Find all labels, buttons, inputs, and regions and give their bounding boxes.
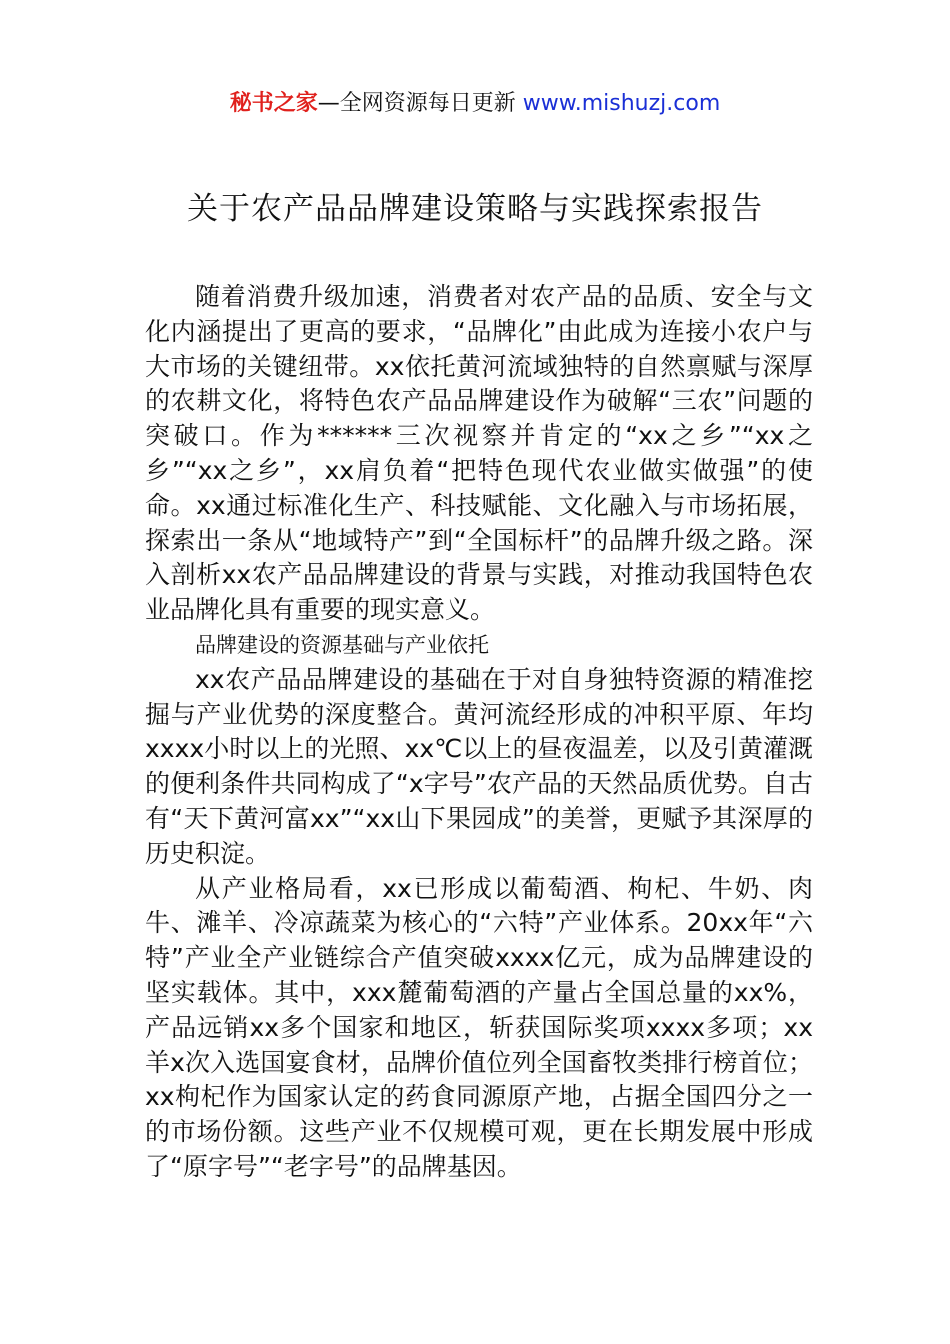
resource-paragraph: xx农产品品牌建设的基础在于对自身独特资源的精准挖掘与产业优势的深度整合。黄河流经形成的冲积平原、年均xxxx小时以上的光照、xx℃以上的昼夜温差，以及引黄灌溉的便利条件共同构成了“x字号”农产品的天然品质优势。自古有“天下黄河富xx”“xx山下果园成”的美誉，更赋予其深厚的历史积淀。 [145, 664, 813, 868]
document-body [145, 280, 813, 1185]
section-heading: 品牌建设的资源基础与产业依托 [195, 632, 489, 657]
intro-paragraph: 随着消费升级加速，消费者对农产品的品质、安全与文化内涵提出了更高的要求，“品牌化”由此成为连接小农户与大市场的关键纽带。xx依托黄河流域独特的自然禀赋与深厚的农耕文化，将特色农产品品牌建设作为破解“三农”问题的突破口。作为******三次视察并肯定的“xx之乡”“xx之乡”“xx之乡”，xx肩负着“把特色现代农业做实做强”的使命。xx通过标准化生产、科技赋能、文化融入与市场拓展，探索出一条从“地域特产”到“全国标杆”的品牌升级之路。深入剖析xx农产品品牌建设的背景与实践，对推动我国特色农业品牌化具有重要的现实意义。 [145, 282, 813, 625]
industry-paragraph: 从产业格局看，xx已形成以葡萄酒、枸杞、牛奶、肉牛、滩羊、冷凉蔬菜为核心的“六特”产业体系。20xx年“六特”产业全产业链综合产值突破xxxx亿元，成为品牌建设的坚实载体。其中，xxx麓葡萄酒的产量占全国总量的xx%，产品远销xx多个国家和地区，斩获国际奖项xxxx多项；xx羊x次入选国宴食材，品牌价值位列全国畜牧类排行榜首位；xx枸杞作为国家认定的药食同源原产地，占据全国四分之一的市场份额。这些产业不仅规模可观，更在长期发展中形成了“原字号”“老字号”的品牌基因。 [145, 873, 813, 1181]
site-banner [0, 88, 950, 120]
document-title: 关于农产品品牌建设策略与实践探索报告 [187, 191, 763, 227]
site-tagline: —全网资源每日更新 [317, 91, 523, 116]
site-url-link[interactable]: www.mishuzj.com [522, 91, 721, 116]
site-brand: 秘书之家 [229, 91, 318, 116]
